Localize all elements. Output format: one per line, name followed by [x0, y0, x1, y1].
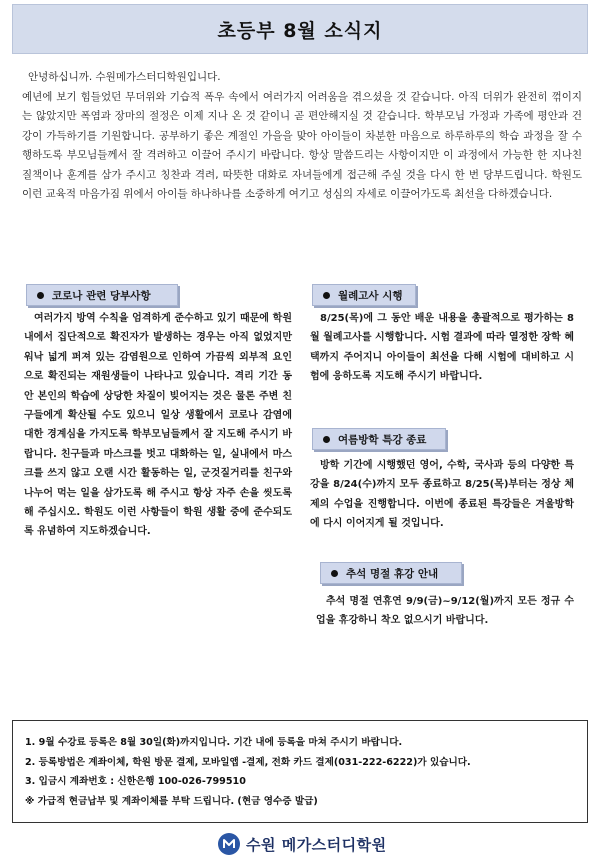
section-title-summer-special: 여름방학 특강 종료	[338, 433, 427, 446]
bullet-icon	[323, 436, 330, 443]
summer-special-text: 방학 기간에 시행했던 영어, 수학, 국사과 등의 다양한 특강을 8/24(수)까지 모두 종료하고 8/25(목)부터는 정상 체제의 수업을 진행합니다. 이번에 종료된 특강들은 겨울방학에 다시 이어지게 될 것입니다.	[310, 460, 574, 530]
intro-greeting: 안녕하십니까. 수원메가스터디학원입니다.	[28, 71, 221, 83]
title-banner	[12, 4, 588, 54]
section-body-summer-special	[310, 456, 574, 534]
section-title-chuseok: 추석 명절 휴강 안내	[346, 567, 439, 580]
notice-line: 3. 입금시 계좌번호 : 신한은행 100-026-799510	[25, 776, 246, 787]
intro-text	[22, 68, 582, 205]
section-body-corona	[24, 309, 292, 542]
section-title-monthly-exam: 월례고사 시행	[338, 289, 403, 302]
registration-notice-box	[12, 720, 588, 823]
bullet-icon	[37, 292, 44, 299]
section-header-monthly-exam	[312, 284, 416, 306]
intro-paragraph: 예년에 보기 힘들었던 무더위와 기습적 폭우 속에서 여러가지 어려움을 겪으셨을 것 같습니다. 아직 더위가 완전히 꺾이지는 않았지만 폭염과 장마의 절정은 이제 지나 온 것 같이니 곧 편안해지실 것 같습니다. 학부모님 가정과 가족에 평안과 건강이 가득하기를 기원합니다. 공부하기 좋은 계절인 가을을 맞아 아이들이 차분한 마음으로 하루하루의 학습 과정을 잘 수행하도록 부모님들께서 잘 격려하고 이끌어 주시기 바랍니다. 항상 말씀드리는 사항이지만 이 과정에서 가능한 한 지나친 질책이나 훈계를 삼가 주시고 칭찬과 격려, 따뜻한 대화로 자녀들에게 접근해 주실 것을 다시 한 번 당부드립니다. 학원도 이런 교육적 마음가짐 위에서 아이들 하나하나를 소중하게 여기고 성심의 자세로 이끌어가도록 최선을 다하겠습니다.	[22, 90, 582, 200]
section-title-corona: 코로나 관련 당부사항	[52, 289, 151, 302]
academy-logo-icon	[218, 833, 240, 855]
academy-name: 수원 메가스터디학원	[246, 835, 387, 854]
section-header-corona	[26, 284, 178, 306]
corona-text: 여러가지 방역 수칙을 엄격하게 준수하고 있기 때문에 학원 내에서 집단적으로 확진자가 발생하는 경우는 아직 없었지만 워낙 넓게 퍼져 있는 감염원으로 인하여 가끔씩 외부적 요인으로 확진되는 재원생들이 나타나고 있습니다. 격리 기간 동안 본인의 학습에 상당한 차질이 빚어지는 것은 물론 주변 친구들에게 확산될 수도 있으니 일상 생활에서 코로나 감염에 대한 경계심을 가지도록 학부모님들께서 잘 지도해 주시기 바랍니다. 친구들과 마스크를 벗고 대화하는 일, 실내에서 마스크를 쓰지 않고 오랜 시간 활동하는 일, 군것질거리를 친구와 나누어 먹는 일을 삼가도록 해 주시고 항상 자주 손을 씻도록 해 주십시오. 학원도 이런 사항들이 학원 생활 중에 준수되도록 유념하여 지도하겠습니다.	[24, 313, 292, 538]
page-title: 초등부 8월 소식지	[217, 19, 383, 42]
section-body-monthly-exam	[310, 309, 574, 387]
monthly-exam-text: 8/25(목)에 그 동안 배운 내용을 총괄적으로 평가하는 8월 월례고사를 시행합니다. 시험 결과에 따라 열정한 장학 혜택까지 주어지니 아이들이 최선을 다해 시험에 대비하고 시험에 응하도록 지도해 주시기 바랍니다.	[310, 313, 574, 383]
bullet-icon	[323, 292, 330, 299]
section-body-chuseok	[316, 592, 574, 631]
section-header-summer-special	[312, 428, 446, 450]
section-header-chuseok	[320, 562, 462, 584]
bullet-icon	[331, 570, 338, 577]
notice-line: 2. 등록방법은 계좌이체, 학원 방문 결제, 모바일앱 -결제, 전화 카드 결제(031-222-6222)가 있습니다.	[25, 756, 471, 768]
footer-logo	[218, 829, 387, 859]
notice-line: 1. 9월 수강료 등록은 8월 30일(화)까지입니다. 기간 내에 등록을 마쳐 주시기 바랍니다.	[25, 737, 403, 748]
chuseok-text: 추석 명절 연휴연 9/9(금)~9/12(월)까지 모든 정규 수업을 휴강하니 착오 없으시기 바랍니다.	[316, 596, 574, 627]
notice-line: ※ 가급적 현금납부 및 계좌이체를 부탁 드립니다. (현금 영수증 발급)	[25, 795, 318, 807]
